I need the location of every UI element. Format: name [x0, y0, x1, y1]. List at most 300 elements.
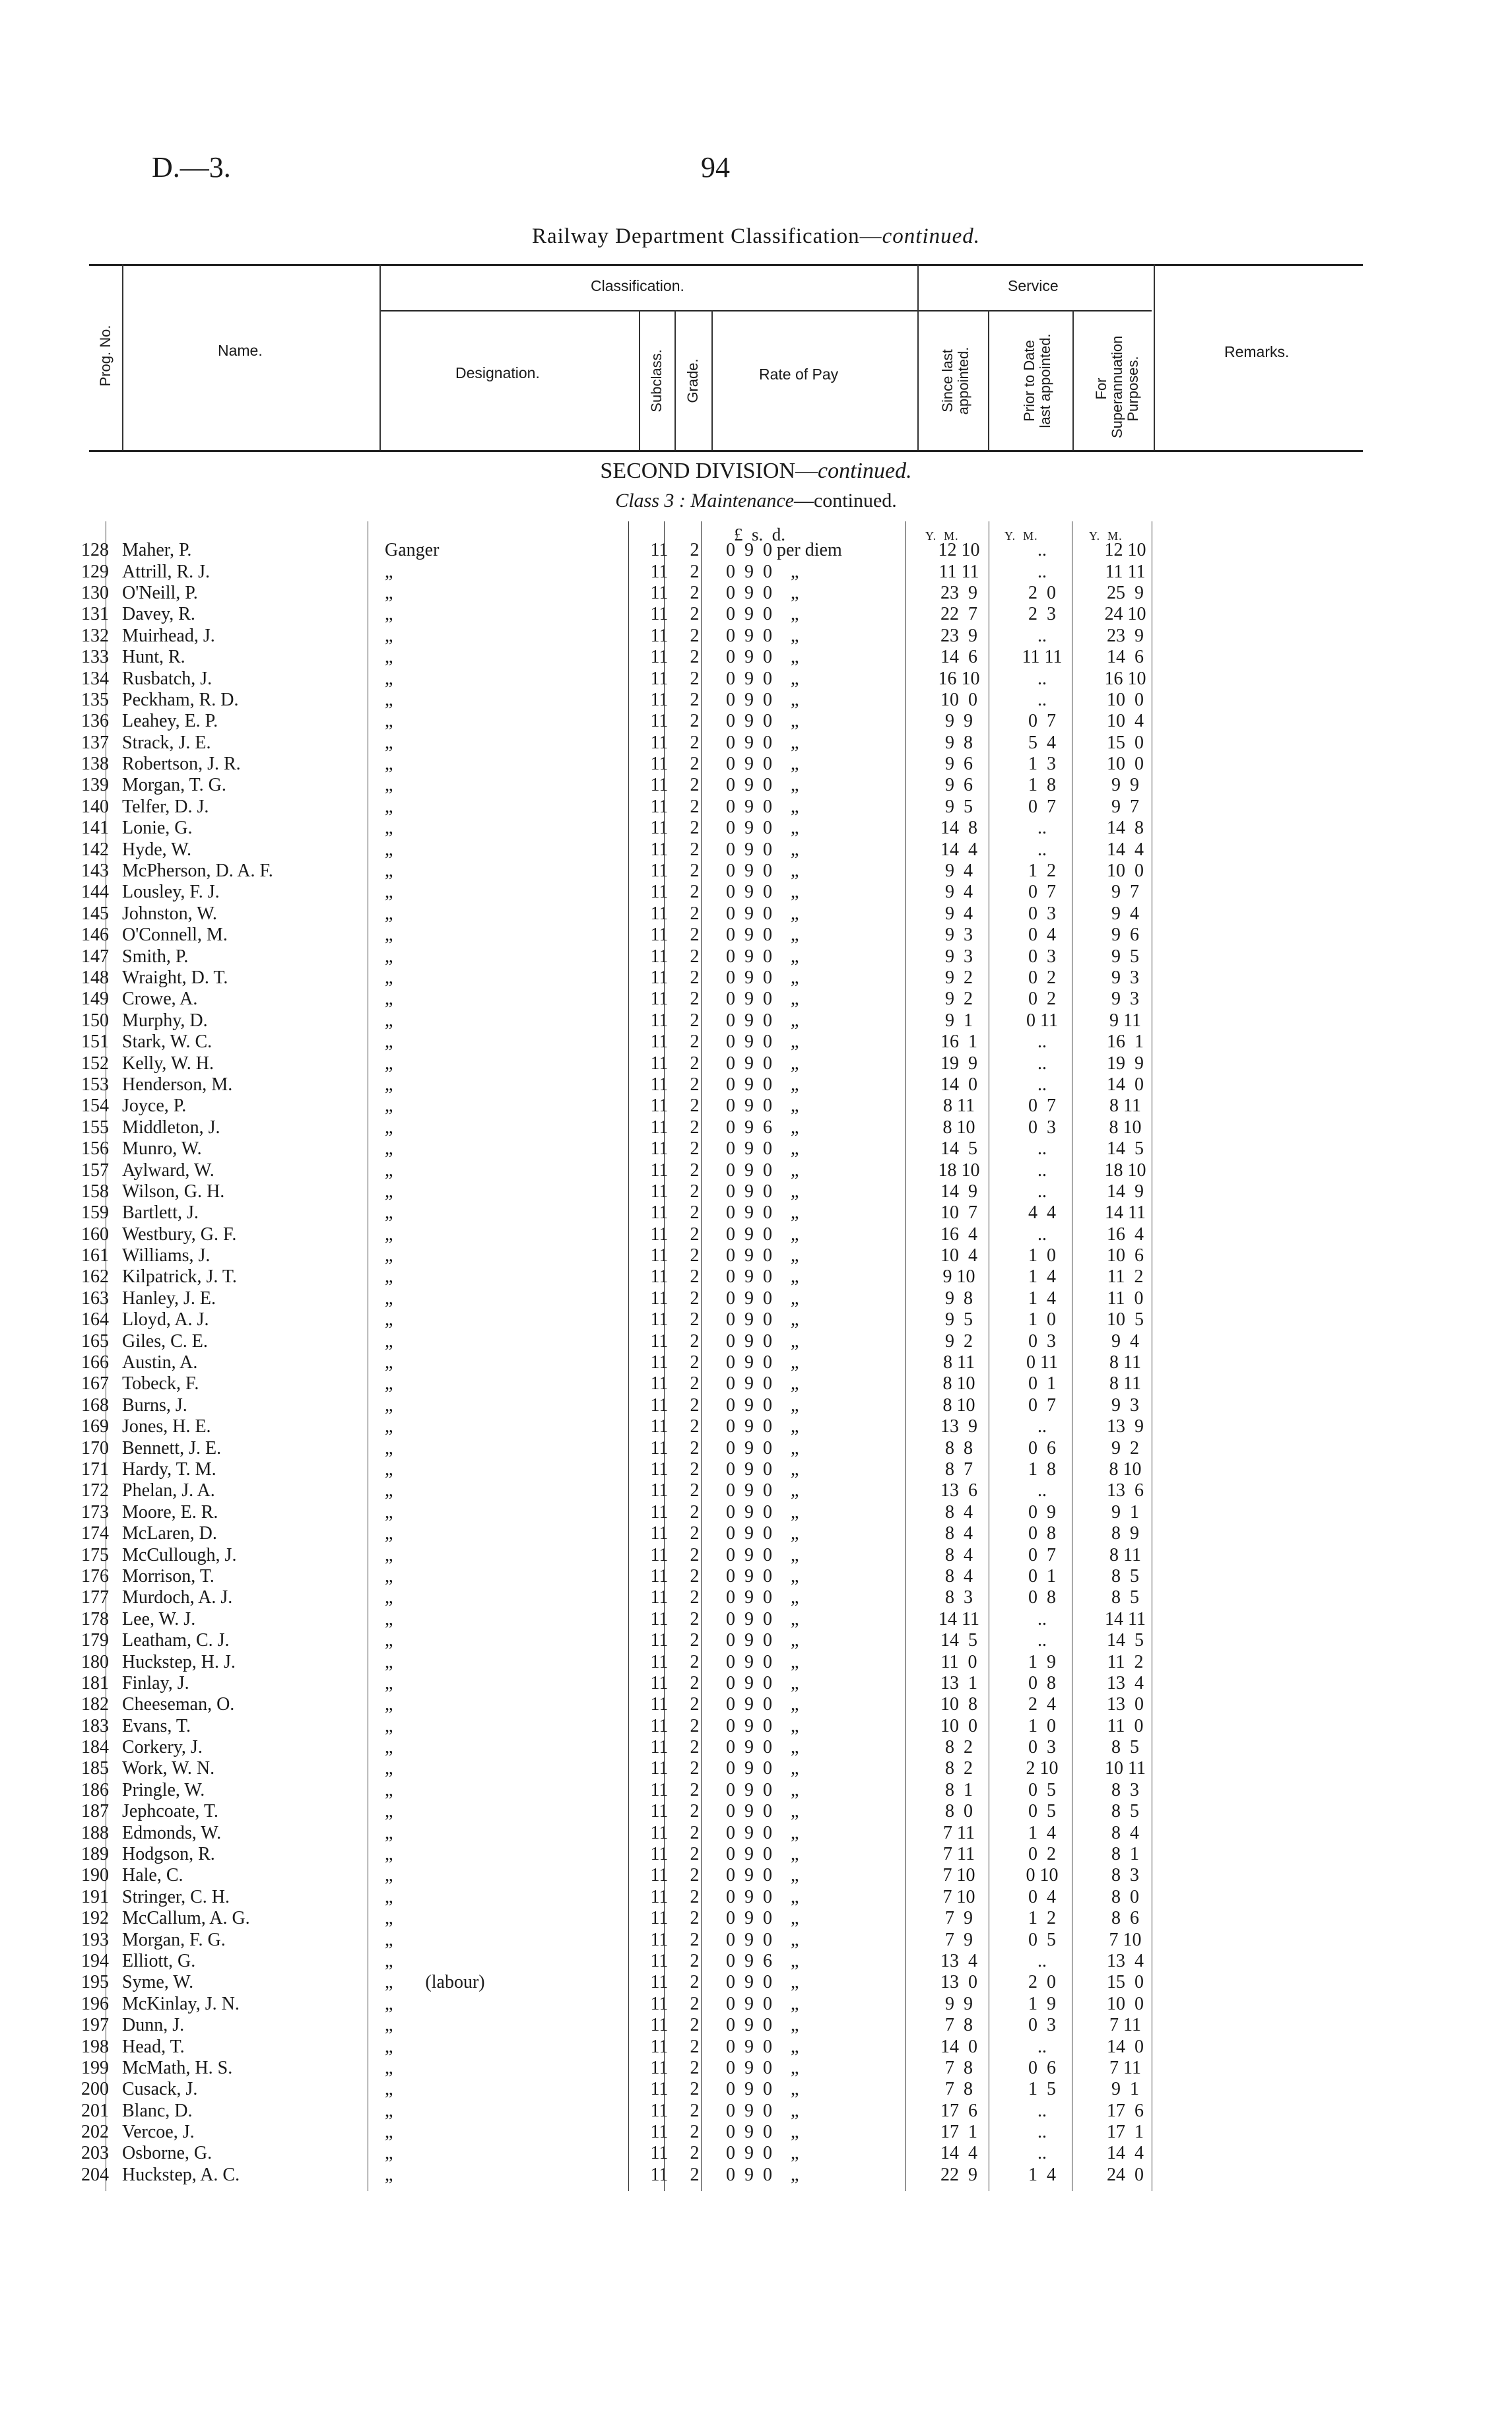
subclass-cell: 11	[650, 861, 669, 882]
designation-cell: „	[385, 1010, 393, 1031]
name-cell: Hodgson, R.	[122, 1844, 215, 1865]
subclass-cell: 11	[650, 1181, 669, 1202]
since-last-cell: 8 7	[945, 1458, 973, 1480]
prog-no-cell: 186	[81, 1779, 109, 1800]
designation-cell: „	[385, 1501, 393, 1523]
table-row	[0, 583, 1431, 604]
remarks-cell	[1167, 967, 1431, 989]
subclass-cell: 11	[650, 903, 669, 924]
prog-no-cell: 180	[81, 1651, 109, 1672]
grade-cell: 2	[690, 582, 700, 603]
subclass-cell: 11	[650, 647, 669, 668]
designation-cell: „	[385, 989, 393, 1010]
superannuation-cell: 16 1	[1107, 1032, 1144, 1053]
superannuation-cell: 11 0	[1107, 1288, 1144, 1309]
rate-cell: 0 9 0 „	[726, 903, 799, 924]
name-cell: Hunt, R.	[122, 647, 185, 668]
remarks-cell	[1167, 797, 1431, 818]
table-row	[0, 925, 1431, 946]
rate-cell: 0 9 0 „	[726, 1865, 799, 1886]
prior-to-date-cell: 1 9	[1028, 1993, 1056, 2014]
designation-cell: „	[385, 839, 393, 860]
prior-to-date-cell: 0 7	[1028, 1096, 1056, 1117]
table-row	[0, 1822, 1431, 1843]
designation-cell: „	[385, 1993, 393, 2014]
prog-no-cell: 199	[81, 2057, 109, 2078]
table-row	[0, 1544, 1431, 1565]
table-row	[0, 1865, 1431, 1886]
prog-no-cell: 204	[81, 2164, 109, 2185]
subclass-cell: 11	[650, 775, 669, 796]
superannuation-cell: 14 5	[1107, 1630, 1144, 1651]
prior-to-date-cell: 0 6	[1028, 1437, 1056, 1458]
name-cell: Lloyd, A. J.	[122, 1309, 209, 1330]
subclass-cell: 11	[650, 582, 669, 603]
designation-cell: „	[385, 775, 393, 796]
grade-cell: 2	[690, 1844, 700, 1865]
name-cell: Henderson, M.	[122, 1074, 233, 1095]
table-row	[0, 1245, 1431, 1266]
designation-cell: „	[385, 1074, 393, 1095]
prog-no-cell: 191	[81, 1886, 109, 1907]
prog-no-cell: 147	[81, 946, 109, 967]
since-last-cell: 17 6	[940, 2100, 977, 2121]
superannuation-cell: 14 4	[1107, 839, 1144, 860]
grade-cell: 2	[690, 711, 700, 732]
designation-cell: „	[385, 2057, 393, 2078]
since-last-cell: 10 8	[940, 1694, 977, 1715]
designation-cell: „	[385, 967, 393, 988]
prog-no-cell: 200	[81, 2079, 109, 2100]
since-last-cell: 8 11	[943, 1096, 975, 1117]
table-row	[0, 2058, 1431, 2079]
designation-cell: „	[385, 1886, 393, 1907]
grade-cell: 2	[690, 2100, 700, 2121]
designation-cell: „	[385, 861, 393, 882]
subclass-cell: 11	[650, 1117, 669, 1138]
remarks-cell	[1167, 1181, 1431, 1202]
since-last-cell: 10 0	[940, 689, 977, 710]
remarks-cell	[1167, 2058, 1431, 2079]
table-row	[0, 754, 1431, 775]
prog-no-cell: 132	[81, 625, 109, 646]
col-divider	[711, 310, 713, 450]
designation-cell: „	[385, 1288, 393, 1309]
grade-cell: 2	[690, 1330, 700, 1352]
superannuation-cell: 8 1	[1111, 1844, 1139, 1865]
rate-cell: 0 9 0 „	[726, 1737, 799, 1758]
superannuation-cell: 10 0	[1107, 861, 1144, 882]
prior-to-date-cell: 0 5	[1028, 1929, 1056, 1950]
subclass-cell: 11	[650, 1950, 669, 1971]
grade-cell: 2	[690, 2079, 700, 2100]
since-last-cell: 10 0	[940, 1715, 977, 1736]
prior-to-date-cell: 0 3	[1028, 1737, 1056, 1758]
remarks-cell	[1167, 1480, 1431, 1501]
subclass-cell: 11	[650, 1651, 669, 1672]
prog-no-cell: 170	[81, 1437, 109, 1458]
prog-no-cell: 138	[81, 754, 109, 775]
remarks-cell	[1167, 1651, 1431, 1672]
designation-cell: „	[385, 561, 393, 582]
designation-cell: „	[385, 2143, 393, 2164]
since-last-cell: 9 6	[945, 775, 973, 796]
rate-cell: 0 9 0 „	[726, 1352, 799, 1373]
remarks-cell	[1167, 1737, 1431, 1758]
rate-cell: 0 9 0 „	[726, 989, 799, 1010]
grade-cell: 2	[690, 967, 700, 988]
superannuation-cell: 13 0	[1107, 1694, 1144, 1715]
subclass-cell: 11	[650, 882, 669, 903]
subclass-cell: 11	[650, 561, 669, 582]
grade-cell: 2	[690, 1801, 700, 1822]
superannuation-cell: 16 10	[1104, 668, 1146, 689]
subclass-cell: 11	[650, 1202, 669, 1224]
rate-cell: 0 9 0 „	[726, 1437, 799, 1458]
grade-cell: 2	[690, 689, 700, 710]
prior-to-date-cell: 0 3	[1028, 1117, 1056, 1138]
name-cell: Morgan, F. G.	[122, 1929, 226, 1950]
prior-to-date-cell: 1 3	[1028, 754, 1056, 775]
prior-to-date-cell: 0 4	[1028, 1886, 1056, 1907]
table-row	[0, 1972, 1431, 1993]
superannuation-cell: 9 6	[1111, 925, 1139, 946]
name-cell: Cheeseman, O.	[122, 1694, 235, 1715]
grade-cell: 2	[690, 1993, 700, 2014]
table-row	[0, 861, 1431, 882]
designation-cell: „	[385, 1394, 393, 1416]
remarks-cell	[1167, 1587, 1431, 1608]
grade-cell: 2	[690, 1908, 700, 1929]
superannuation-cell: 8 5	[1111, 1587, 1139, 1608]
designation-cell: „	[385, 1865, 393, 1886]
grade-cell: 2	[690, 1202, 700, 1224]
grade-cell: 2	[690, 1779, 700, 1800]
rate-cell: 0 9 0 „	[726, 1608, 799, 1629]
table-row	[0, 989, 1431, 1010]
name-cell: McLaren, D.	[122, 1523, 217, 1544]
name-cell: Giles, C. E.	[122, 1330, 208, 1352]
prog-no-cell: 137	[81, 732, 109, 753]
prog-no-cell: 184	[81, 1737, 109, 1758]
remarks-cell	[1167, 1202, 1431, 1224]
subclass-cell: 11	[650, 1908, 669, 1929]
remarks-cell	[1167, 989, 1431, 1010]
rate-cell: 0 9 0 „	[726, 2122, 799, 2143]
grade-cell: 2	[690, 561, 700, 582]
grade-cell: 2	[690, 946, 700, 967]
rate-cell: 0 9 0 „	[726, 1758, 799, 1779]
grade-cell: 2	[690, 2036, 700, 2057]
since-last-cell: 7 11	[943, 1822, 975, 1843]
designation-cell: „	[385, 1224, 393, 1245]
rate-cell: 0 9 0 „	[726, 1138, 799, 1160]
subclass-cell: 11	[650, 1801, 669, 1822]
grade-cell: 2	[690, 1694, 700, 1715]
remarks-cell	[1167, 583, 1431, 604]
header-for-super: For Superannuation Purposes.	[1093, 335, 1141, 438]
name-cell: Lousley, F. J.	[122, 882, 220, 903]
table-row	[0, 1694, 1431, 1715]
since-last-cell: 9 4	[945, 882, 973, 903]
remarks-cell	[1167, 2015, 1431, 2036]
prior-to-date-cell: ..	[1037, 689, 1047, 710]
superannuation-cell: 9 7	[1111, 882, 1139, 903]
remarks-cell	[1167, 2143, 1431, 2164]
table-row	[0, 2015, 1431, 2036]
name-cell: Tobeck, F.	[122, 1373, 199, 1394]
prog-no-cell: 161	[81, 1245, 109, 1266]
grade-cell: 2	[690, 1245, 700, 1266]
name-cell: Robertson, J. R.	[122, 754, 241, 775]
prog-no-cell: 158	[81, 1181, 109, 1202]
name-cell: Davey, R.	[122, 604, 195, 625]
division-continued: continued.	[818, 459, 912, 483]
table-row	[0, 647, 1431, 668]
remarks-cell	[1167, 1801, 1431, 1822]
superannuation-cell: 10 5	[1107, 1309, 1144, 1330]
rate-cell: 0 9 0 „	[726, 1801, 799, 1822]
prior-to-date-cell: ..	[1037, 1053, 1047, 1074]
subclass-cell: 11	[650, 1394, 669, 1416]
name-cell: Vercoe, J.	[122, 2122, 195, 2143]
rate-cell: 0 9 0 „	[726, 625, 799, 646]
superannuation-cell: 10 11	[1105, 1758, 1146, 1779]
prior-to-date-cell: 1 2	[1028, 861, 1056, 882]
name-cell: Morrison, T.	[122, 1565, 214, 1587]
superannuation-cell: 9 1	[1111, 1501, 1139, 1523]
staff-table	[0, 540, 1431, 2186]
prior-to-date-cell: 0 1	[1028, 1565, 1056, 1587]
remarks-cell	[1167, 1096, 1431, 1117]
superannuation-cell: 8 11	[1109, 1096, 1141, 1117]
table-row	[0, 1609, 1431, 1630]
since-last-cell: 14 0	[940, 1074, 977, 1095]
rate-cell: 0 9 0 „	[726, 1181, 799, 1202]
subclass-cell: 11	[650, 1715, 669, 1736]
prog-no-cell: 160	[81, 1224, 109, 1245]
remarks-cell	[1167, 668, 1431, 689]
prior-to-date-cell: ..	[1037, 1032, 1047, 1053]
rate-cell: 0 9 0 „	[726, 1672, 799, 1693]
prog-no-cell: 192	[81, 1908, 109, 1929]
prior-to-date-cell: 1 9	[1028, 1651, 1056, 1672]
designation-cell: „	[385, 1779, 393, 1800]
grade-cell: 2	[690, 1544, 700, 1565]
name-cell: Lonie, G.	[122, 818, 193, 839]
table-row	[0, 1032, 1431, 1053]
prior-to-date-cell: 0 5	[1028, 1801, 1056, 1822]
subclass-cell: 11	[650, 989, 669, 1010]
remarks-cell	[1167, 2036, 1431, 2057]
superannuation-cell: 15 0	[1107, 1972, 1144, 1993]
superannuation-cell: 9 9	[1111, 775, 1139, 796]
grade-cell: 2	[690, 1053, 700, 1074]
prog-no-cell: 174	[81, 1523, 109, 1544]
grade-cell: 2	[690, 1032, 700, 1053]
name-cell: Kilpatrick, J. T.	[122, 1266, 237, 1288]
rate-cell: 0 9 0 „	[726, 1993, 799, 2014]
remarks-cell	[1167, 1352, 1431, 1373]
prior-to-date-cell: 2 10	[1026, 1758, 1059, 1779]
table-row	[0, 2079, 1431, 2100]
grade-cell: 2	[690, 604, 700, 625]
since-last-cell: 14 11	[938, 1608, 979, 1629]
prior-to-date-cell: ..	[1037, 1181, 1047, 1202]
since-last-cell: 13 9	[940, 1416, 977, 1437]
since-last-cell: 8 4	[945, 1544, 973, 1565]
remarks-cell	[1167, 1822, 1431, 1843]
grade-cell: 2	[690, 1822, 700, 1843]
grade-cell: 2	[690, 2015, 700, 2036]
prior-to-date-cell: 0 6	[1028, 2057, 1056, 2078]
rate-cell: 0 9 0 „	[726, 668, 799, 689]
subclass-cell: 11	[650, 2057, 669, 2078]
table-row	[0, 1929, 1431, 1950]
subclass-cell: 11	[650, 1437, 669, 1458]
since-last-cell: 13 4	[940, 1950, 977, 1971]
rate-cell: 0 9 0 „	[726, 732, 799, 753]
rate-cell: 0 9 0 „	[726, 604, 799, 625]
prior-to-date-cell: 2 0	[1028, 1972, 1056, 1993]
superannuation-cell: 13 9	[1107, 1416, 1144, 1437]
subclass-cell: 11	[650, 625, 669, 646]
prior-to-date-cell: 0 2	[1028, 1844, 1056, 1865]
subclass-cell: 11	[650, 1138, 669, 1160]
prior-to-date-cell: ..	[1037, 1480, 1047, 1501]
remarks-cell	[1167, 1630, 1431, 1651]
subclass-cell: 11	[650, 1245, 669, 1266]
subclass-cell: 11	[650, 732, 669, 753]
table-row	[0, 1566, 1431, 1587]
header-name: Name.	[218, 342, 263, 359]
page-title-main: Railway Department Classification—	[531, 224, 882, 248]
since-last-cell: 8 2	[945, 1737, 973, 1758]
designation-cell: „	[385, 2122, 393, 2143]
prior-to-date-cell: 0 10	[1026, 1865, 1059, 1886]
designation-cell: „	[385, 647, 393, 668]
name-cell: O'Neill, P.	[122, 582, 198, 603]
subclass-cell: 11	[650, 1822, 669, 1843]
grade-cell: 2	[690, 1950, 700, 1971]
rate-cell: 0 9 0 „	[726, 1544, 799, 1565]
superannuation-cell: 25 9	[1107, 582, 1144, 603]
superannuation-cell: 8 5	[1111, 1801, 1139, 1822]
rate-cell: 0 9 0 „	[726, 2143, 799, 2164]
prog-no-cell: 175	[81, 1544, 109, 1565]
remarks-cell	[1167, 1502, 1431, 1523]
superannuation-cell: 14 0	[1107, 1074, 1144, 1095]
name-cell: Dunn, J.	[122, 2015, 185, 2036]
since-last-cell: 9 3	[945, 925, 973, 946]
subclass-cell: 11	[650, 604, 669, 625]
remarks-cell	[1167, 1288, 1431, 1309]
table-row	[0, 946, 1431, 967]
since-last-cell: 9 5	[945, 796, 973, 817]
superannuation-cell: 15 0	[1107, 732, 1144, 753]
since-last-cell: 8 2	[945, 1758, 973, 1779]
page-title	[0, 224, 1512, 249]
designation-cell: „	[385, 1672, 393, 1693]
prior-to-date-cell: 0 7	[1028, 796, 1056, 817]
designation-cell: „	[385, 1565, 393, 1587]
designation-cell: Ganger	[385, 540, 440, 561]
rate-cell: 0 9 0 „	[726, 1032, 799, 1053]
remarks-cell	[1167, 561, 1431, 582]
prior-to-date-cell: 0 1	[1028, 1373, 1056, 1394]
prog-no-cell: 167	[81, 1373, 109, 1394]
remarks-cell	[1167, 2122, 1431, 2143]
remarks-cell	[1167, 1715, 1431, 1736]
name-cell: Murphy, D.	[122, 1010, 208, 1031]
prior-to-date-cell: 1 8	[1028, 775, 1056, 796]
prog-no-cell: 182	[81, 1694, 109, 1715]
grade-cell: 2	[690, 1138, 700, 1160]
since-last-cell: 7 8	[945, 2079, 973, 2100]
grade-cell: 2	[690, 925, 700, 946]
superannuation-cell: 8 11	[1109, 1352, 1141, 1373]
superannuation-cell: 8 10	[1109, 1458, 1142, 1480]
remarks-cell	[1167, 1053, 1431, 1074]
col-divider	[674, 310, 676, 450]
since-last-cell: 8 10	[942, 1373, 975, 1394]
since-last-cell: 8 3	[945, 1587, 973, 1608]
superannuation-cell: 11 11	[1105, 561, 1146, 582]
table-row	[0, 1309, 1431, 1330]
designation-cell: „	[385, 2015, 393, 2036]
designation-cell: „	[385, 1801, 393, 1822]
superannuation-cell: 8 5	[1111, 1737, 1139, 1758]
remarks-cell	[1167, 1245, 1431, 1266]
rate-cell: 0 9 0 „	[726, 1394, 799, 1416]
grade-cell: 2	[690, 1288, 700, 1309]
header-rate-of-pay: Rate of Pay	[759, 366, 839, 383]
superannuation-cell: 8 4	[1111, 1822, 1139, 1843]
class-continued: —continued.	[793, 490, 897, 511]
prog-no-cell: 189	[81, 1844, 109, 1865]
designation-cell: „ (labour)	[385, 1972, 485, 1993]
name-cell: McKinlay, J. N.	[122, 1993, 240, 2014]
rate-cell: 0 9 6 „	[726, 1950, 799, 1971]
grade-cell: 2	[690, 1929, 700, 1950]
prog-no-cell: 146	[81, 925, 109, 946]
designation-cell: „	[385, 2036, 393, 2057]
remarks-cell	[1167, 711, 1431, 732]
prior-to-date-cell: ..	[1037, 540, 1047, 561]
remarks-cell	[1167, 2165, 1431, 2186]
subclass-cell: 11	[650, 711, 669, 732]
rate-cell: 0 9 0 „	[726, 1224, 799, 1245]
subclass-cell: 11	[650, 1630, 669, 1651]
remarks-cell	[1167, 946, 1431, 967]
name-cell: Huckstep, H. J.	[122, 1651, 236, 1672]
rate-cell: 0 9 0 „	[726, 1202, 799, 1224]
since-last-cell: 12 10	[938, 540, 980, 561]
superannuation-cell: 10 0	[1107, 689, 1144, 710]
designation-cell: „	[385, 1844, 393, 1865]
rate-cell: 0 9 0 „	[726, 1458, 799, 1480]
prior-to-date-cell: 0 11	[1026, 1010, 1058, 1031]
since-last-cell: 22 7	[940, 604, 977, 625]
name-cell: Austin, A.	[122, 1352, 198, 1373]
name-cell: Stringer, C. H.	[122, 1886, 230, 1907]
rate-cell: 0 9 0 „	[726, 1096, 799, 1117]
subclass-cell: 11	[650, 2036, 669, 2057]
table-row	[0, 1096, 1431, 1117]
prog-no-cell: 149	[81, 989, 109, 1010]
remarks-cell	[1167, 540, 1431, 561]
designation-cell: „	[385, 1737, 393, 1758]
